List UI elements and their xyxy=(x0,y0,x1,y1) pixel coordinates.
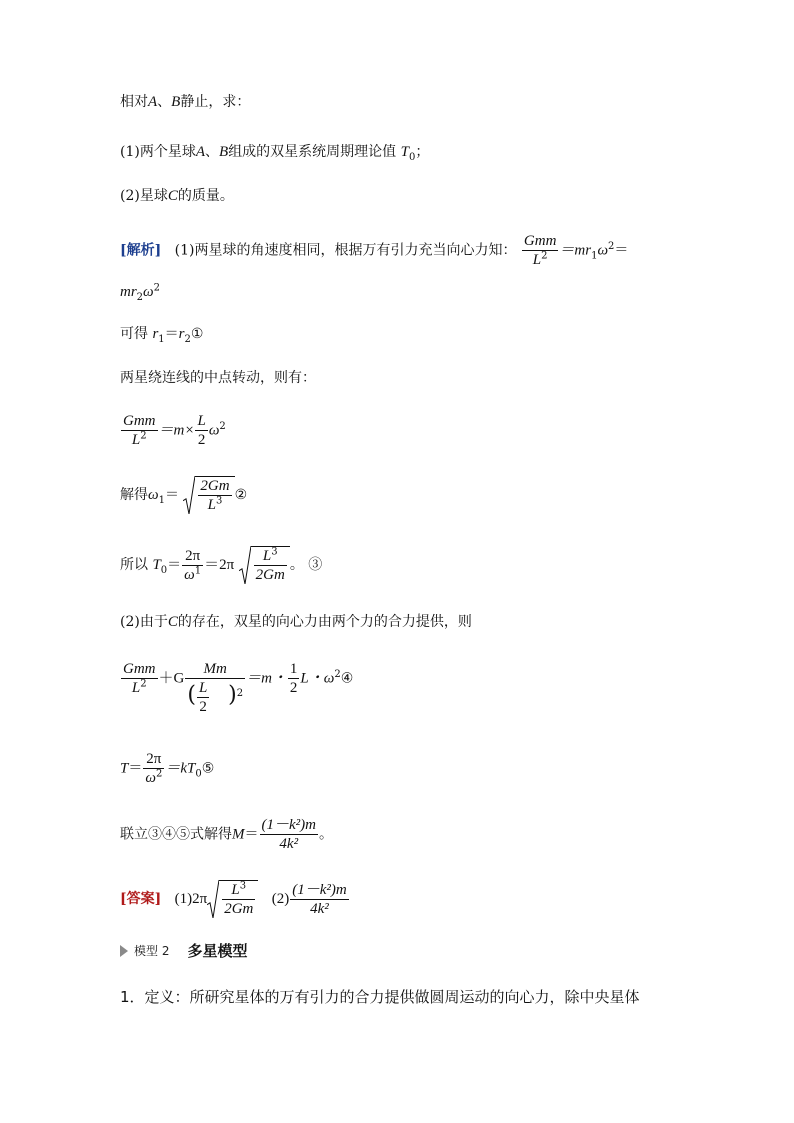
equation-1: 可得 $r_1=r_2①$ xyxy=(120,326,204,345)
section-heading xyxy=(120,940,247,961)
analysis-line-2: $mr_2\omega^2$ xyxy=(120,282,161,303)
equation-center: $\frac{\text{Gmm}}{L^2}$ ＝m× $\frac{L}{2}$ $\omega^2$ xyxy=(123,413,226,448)
fraction: $\frac{\text{Gmm}}{L^2}$ xyxy=(523,233,557,268)
equation-4: $\frac{\text{Gmm}}{L^2}$ ＋G Mm ( $\frac{L}{2}$ )$^2$ ＝m・ $\frac{1}{2}$ L・$\omega^2④$ xyxy=(123,661,354,715)
midpoint-text: 两星绕连线的中点转动，则有： xyxy=(120,370,316,386)
model-label: 模型 2 xyxy=(134,944,170,958)
definition-text: 1．定义：所研究星体的万有引力的合力提供做圆周运动的向心力，除中央星体 xyxy=(120,988,640,1006)
answer-line: [答案] (1)2π $\frac{L^3}{2Gm}$ (2) $\frac{\text{(1－k²)m}}{\text{4k²}}$ xyxy=(120,880,347,917)
answer-tag: [答案] xyxy=(120,891,162,907)
equation-3: 所以 $T_0=$ $\frac{2\pi}{\omega^1}$ ＝2π $\frac{L^3}{2Gm}$ 。 ③ xyxy=(120,546,323,583)
question-1: (1)两个星球A、B组成的双星系统周期理论值 $T_0$； xyxy=(120,144,430,163)
model-title: 多星模型 xyxy=(187,942,248,960)
analysis-line: [解析] (1)两星球的角速度相同，根据万有引力充当向心力知： $\frac{\text{Gmm}}{L^2}$ $=mr_1\omega^2=$ xyxy=(120,233,629,268)
equation-2: 解得$\omega_1=$ $\frac{2Gm}{L^3}$ ② xyxy=(120,478,248,513)
triangle-marker-icon xyxy=(120,945,128,957)
question-2: (2)星球C的质量。 xyxy=(120,188,234,204)
equation-6: 联立③④⑤式解得M＝ $\frac{\text{(1－k²)m}}{\text{4k²}}$ 。 xyxy=(120,817,333,852)
equation-5: T＝ $\frac{2\pi}{\omega^2}$ $=kT_0⑤$ xyxy=(120,751,215,786)
question-intro: 相对A、B静止，求： xyxy=(120,94,251,110)
analysis-tag: [解析] xyxy=(120,242,162,259)
part-2-text: (2)由于C的存在，双星的向心力由两个力的合力提供，则 xyxy=(120,614,472,630)
sqrt: $\frac{2Gm}{L^3}$ xyxy=(183,476,234,514)
